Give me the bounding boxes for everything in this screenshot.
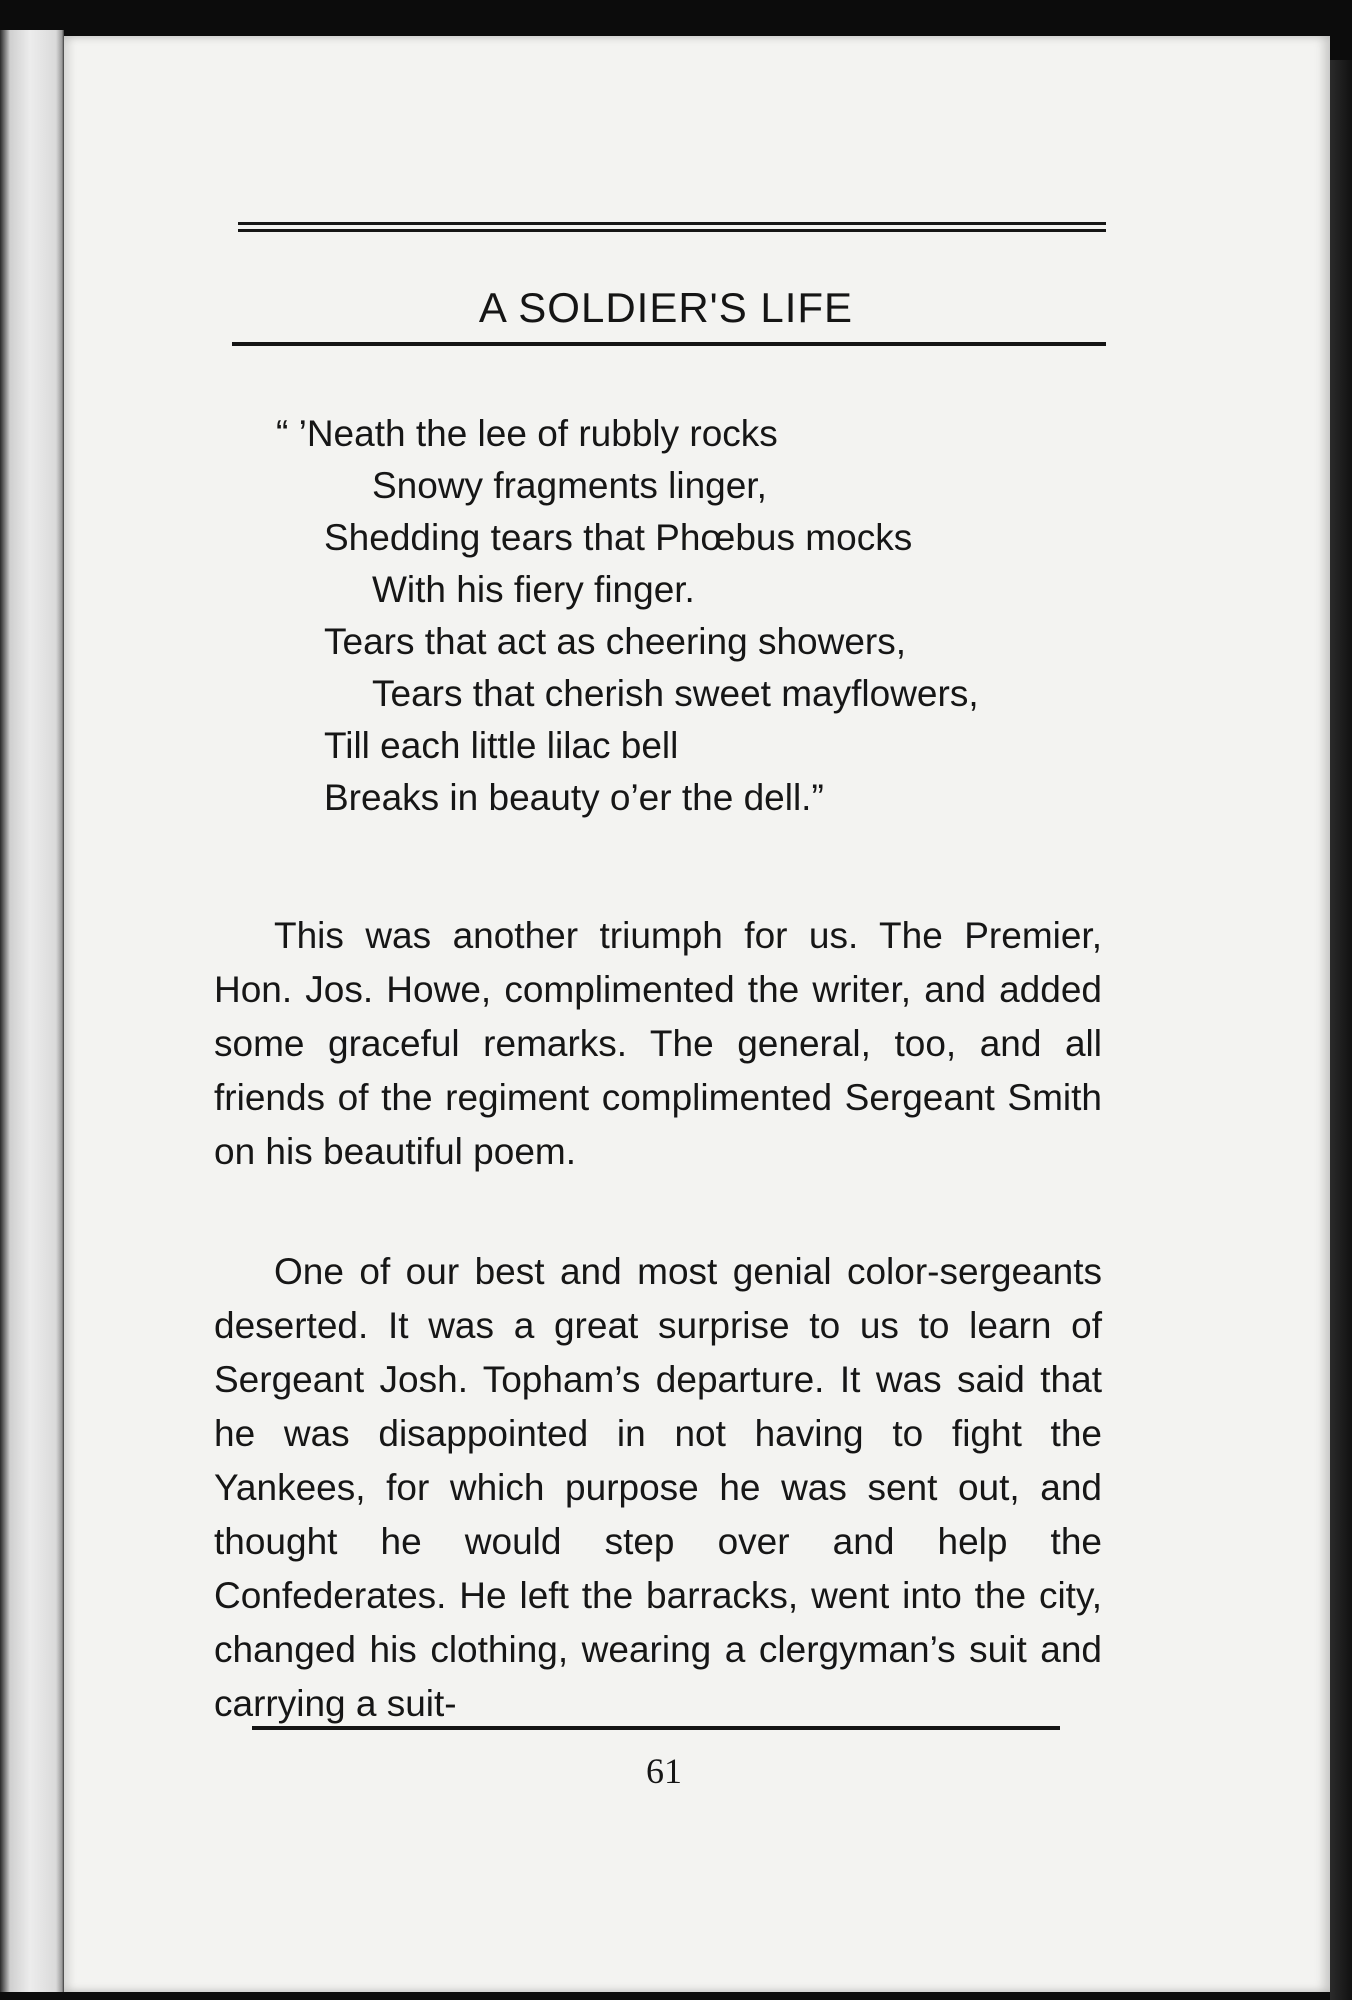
body-paragraph: This was another triumph for us. The Premier, Hon. Jos. Howe, complimented the writer, and added some graceful remarks. The general, too, and all friends of the regiment complimented Sergeant Smith on his beautiful poem. — [214, 915, 1102, 1172]
poem-stanza — [276, 408, 1144, 824]
header-double-rule — [238, 222, 1106, 236]
running-head: A SOLDIER'S LIFE — [478, 284, 854, 331]
header-rule-top — [238, 222, 1106, 225]
poem-line: With his fiery finger. — [372, 569, 695, 610]
poem-line: Tears that cherish sweet mayflowers, — [372, 673, 979, 714]
poem-line: Till each little lilac bell — [324, 725, 679, 766]
poem-line: “ ’Neath the lee of rubbly rocks — [276, 413, 778, 454]
page-number: 61 — [646, 1751, 682, 1791]
right-book-edge — [1330, 60, 1352, 2000]
poem-line: Tears that act as cheering showers, — [324, 621, 907, 662]
poem-line: Snowy fragments linger, — [372, 465, 767, 506]
poem-line: Breaks in beauty o’er the dell.” — [324, 777, 824, 818]
footer-rule — [252, 1726, 1060, 1730]
left-page-edge — [0, 30, 64, 1992]
body-paragraph: One of our best and most genial color-sergeants deserted. It was a great surprise to us to learn of Sergeant Josh. Topham’s departure. It was said that he was disappointed in not having to fight the Yankees, for which purpose he was sent out, and thought he would step over and help the Confederates. He left the barracks, went into the city, changed his clothing, wearing a clergyman’s suit and carrying a suit- — [214, 1251, 1102, 1724]
poem-line: Shedding tears that Phœbus mocks — [324, 517, 913, 558]
header-rule-second — [238, 229, 1106, 232]
book-page — [64, 36, 1330, 1992]
header-rule-bottom — [232, 342, 1106, 346]
